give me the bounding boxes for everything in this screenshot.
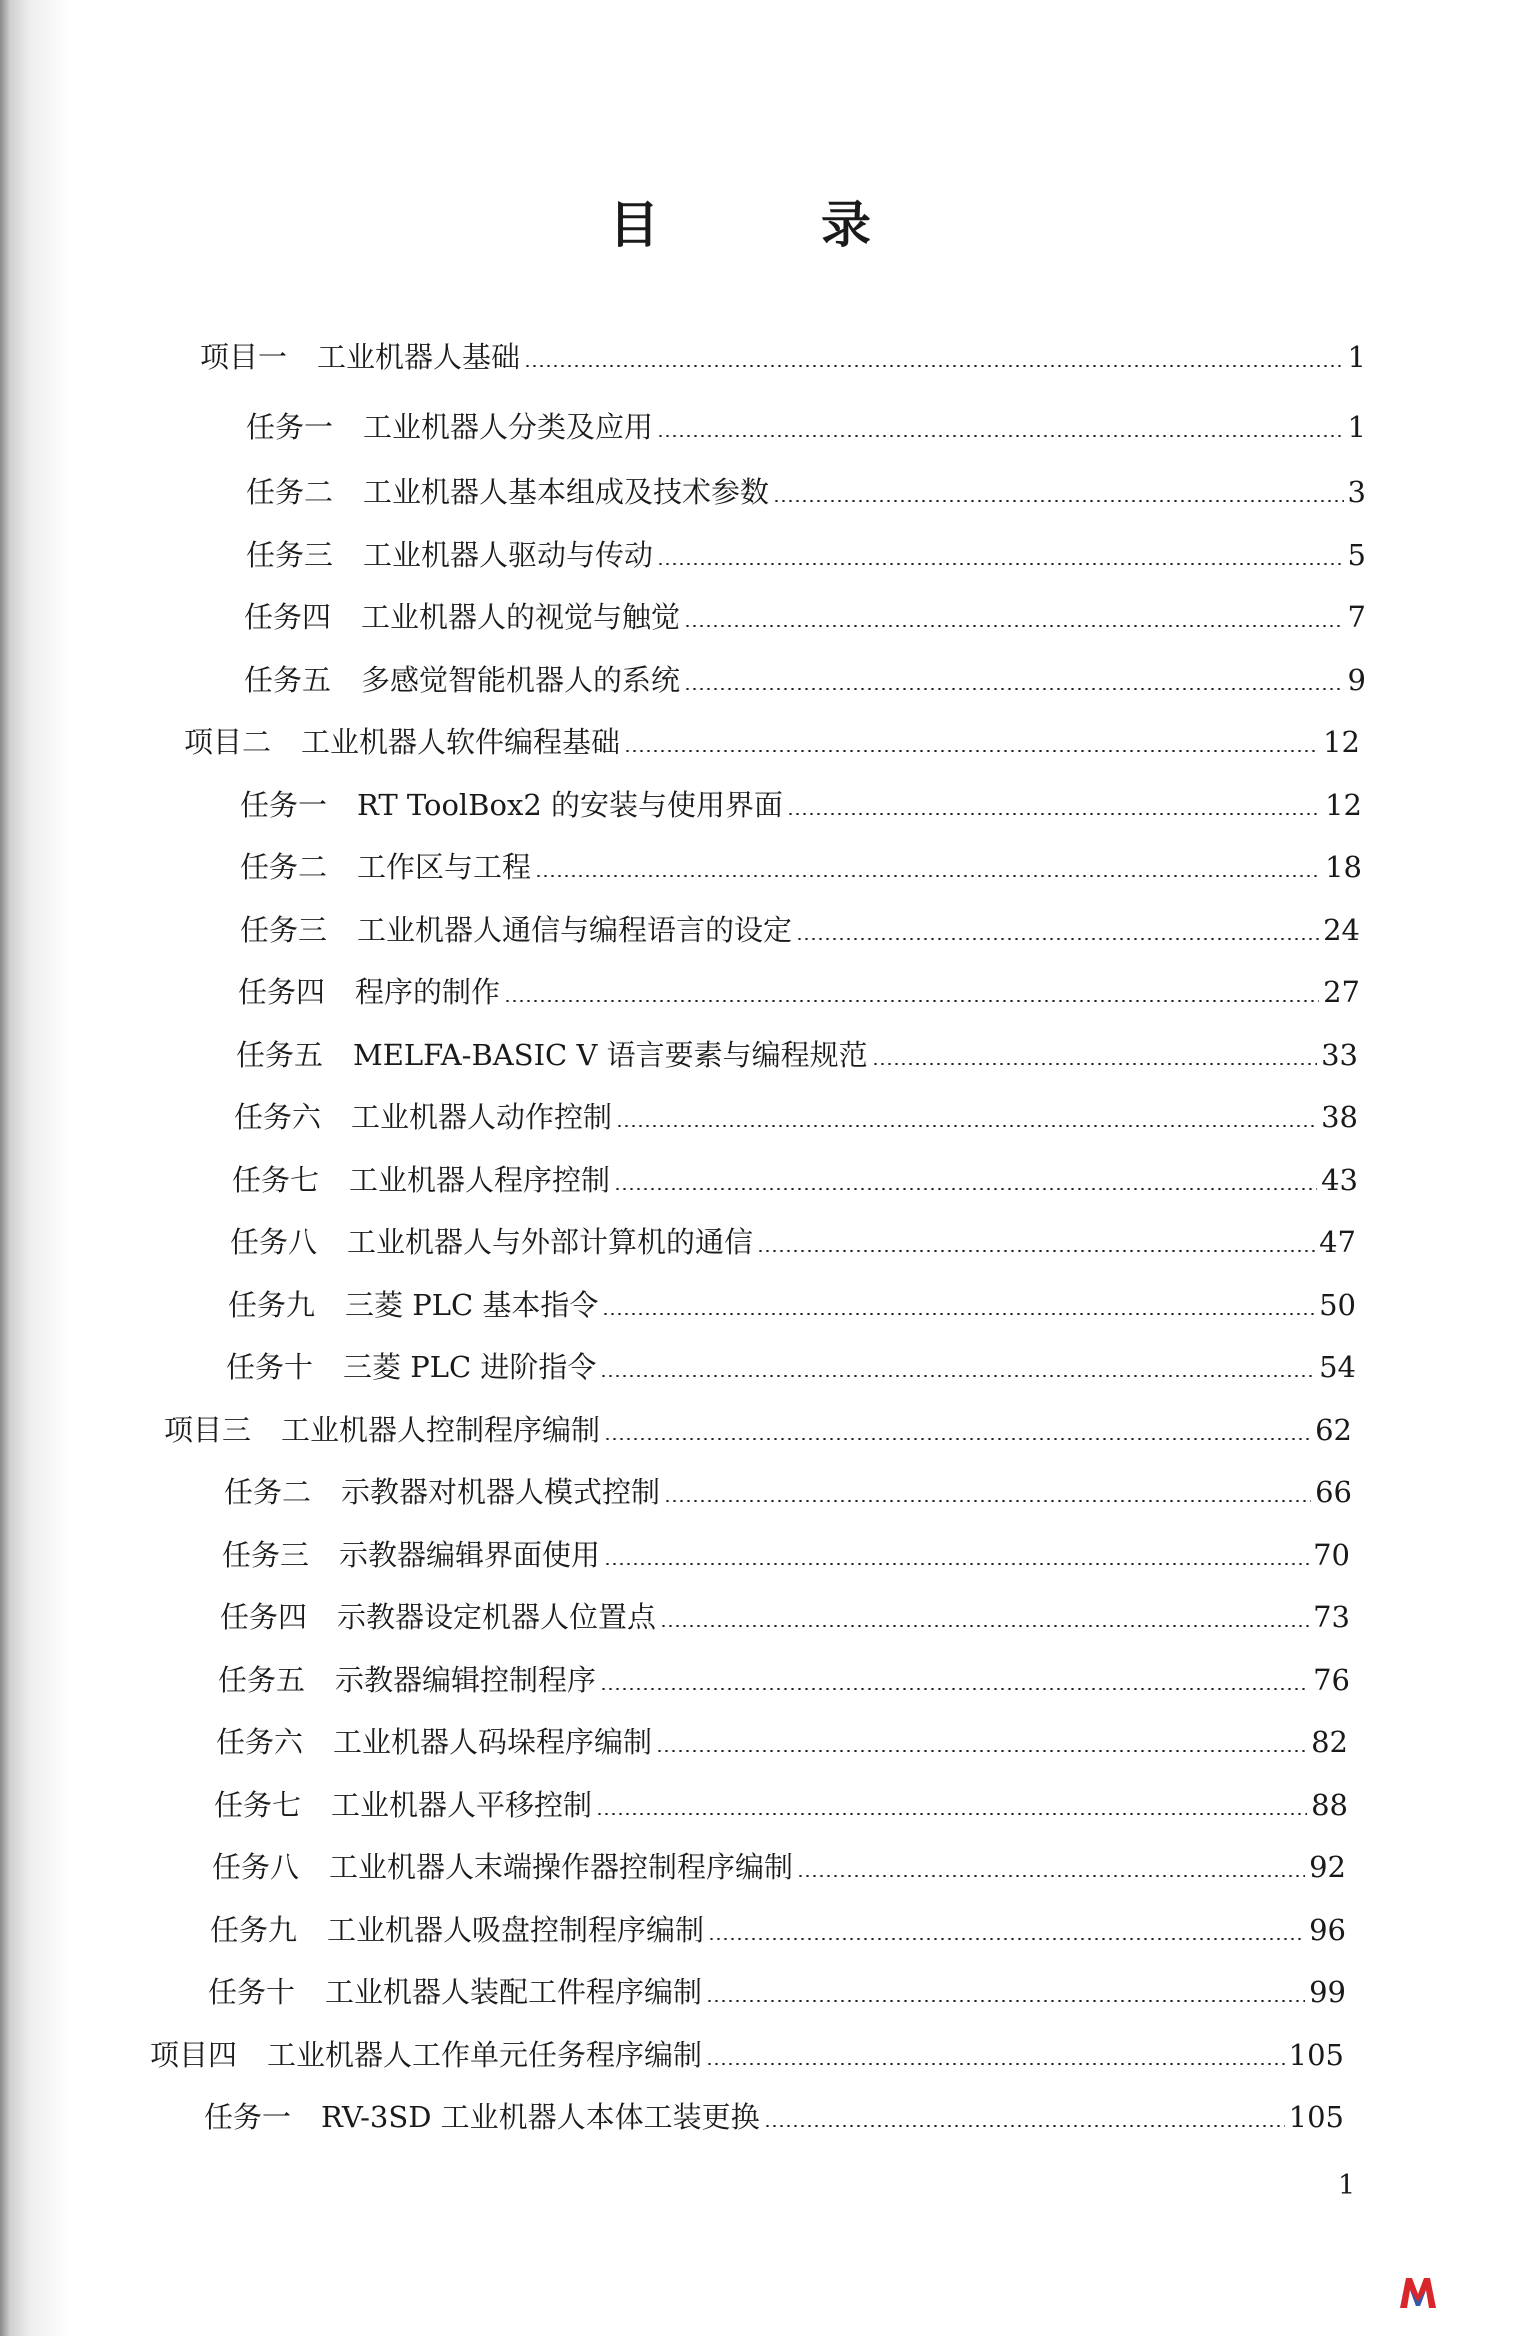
toc-entry-label: 任务四 [220,1600,308,1634]
toc-entry-label: 任务五 [244,663,332,697]
toc-entry-page: 38 [1321,1100,1358,1134]
toc-entry-page: 3 [1347,475,1366,509]
toc-dot-leader [602,1313,1315,1315]
toc-entry-label: 任务五 [218,1663,306,1697]
toc-entry-label: 任务八 [230,1225,318,1259]
toc-task-entry[interactable] [204,2097,1344,2137]
toc-entry-label: 任务七 [232,1163,320,1197]
toc-entry-page: 33 [1321,1038,1358,1072]
toc-task-entry[interactable] [232,1160,1358,1200]
toc-task-entry[interactable] [226,1347,1356,1387]
toc-entry-page: 50 [1319,1288,1356,1322]
toc-dot-leader [764,2125,1285,2127]
toc-entry-label: 项目四 [150,2038,238,2072]
toc-entry-title: 工业机器人码垛程序编制 [333,1725,653,1759]
toc-entry-title: 示教器对机器人模式控制 [341,1475,661,1509]
toc-task-entry[interactable] [238,972,1360,1012]
toc-entry-label: 任务二 [224,1475,312,1509]
toc-entry-label: 项目二 [184,725,272,759]
toc-dot-leader [596,1813,1307,1815]
toc-project-entry[interactable] [150,2035,1344,2075]
toc-entry-page: 96 [1309,1913,1346,1947]
toc-entry-label: 任务五 [236,1038,324,1072]
toc-entry-title: 工业机器人基本组成及技术参数 [363,475,770,509]
toc-task-entry[interactable] [234,1097,1358,1137]
toc-entry-page: 105 [1288,2038,1344,2072]
toc-dot-leader [796,938,1319,940]
toc-entry-page: 92 [1309,1850,1346,1884]
toc-entry-page: 54 [1319,1350,1356,1384]
toc-entry-page: 73 [1313,1600,1350,1634]
toc-project-entry[interactable] [164,1410,1352,1450]
toc-entry-title: 工业机器人与外部计算机的通信 [347,1225,754,1259]
toc-entry-page: 5 [1347,538,1366,572]
toc-entry-title: MELFA-BASIC V 语言要素与编程规范 [353,1038,868,1072]
toc-entry-title: 工业机器人平移控制 [331,1788,593,1822]
toc-task-entry[interactable] [216,1722,1348,1762]
toc-task-entry[interactable] [222,1535,1350,1575]
toc-entry-title: 工业机器人程序控制 [349,1163,611,1197]
toc-task-entry[interactable] [218,1660,1350,1700]
toc-entry-page: 105 [1288,2100,1344,2134]
toc-dot-leader [600,1688,1309,1690]
toc-dot-leader [535,875,1321,877]
toc-dot-leader [600,1375,1315,1377]
toc-project-entry[interactable] [184,722,1360,762]
toc-entry-page: 1 [1347,410,1366,444]
toc-entry-title: 示教器设定机器人位置点 [337,1600,657,1634]
toc-dot-leader [604,1438,1311,1440]
toc-task-entry[interactable] [246,407,1366,447]
toc-entry-label: 任务六 [234,1100,322,1134]
toc-entry-title: 程序的制作 [355,975,501,1009]
toc-entry-label: 任务一 [246,410,334,444]
toc-entry-title: 工业机器人工作单元任务程序编制 [267,2038,703,2072]
toc-dot-leader [657,563,1344,565]
toc-entry-label: 任务三 [246,538,334,572]
toc-entry-label: 任务九 [228,1288,316,1322]
toc-entry-title: 工作区与工程 [357,850,532,884]
toc-entry-page: 70 [1313,1538,1350,1572]
toc-task-entry[interactable] [208,1972,1346,2012]
toc-dot-leader [624,750,1319,752]
toc-dot-leader [684,688,1344,690]
toc-entry-label: 任务十 [208,1975,296,2009]
toc-dot-leader [524,365,1344,367]
toc-task-entry[interactable] [244,660,1366,700]
toc-entry-page: 47 [1319,1225,1356,1259]
toc-dot-leader [614,1188,1317,1190]
toc-dot-leader [773,500,1344,502]
toc-task-entry[interactable] [210,1910,1346,1950]
toc-task-entry[interactable] [244,597,1366,637]
toc-dot-leader [664,1500,1311,1502]
toc-entry-title: 工业机器人软件编程基础 [301,725,621,759]
toc-entry-page: 7 [1347,600,1366,634]
toc-entry-title: 工业机器人装配工件程序编制 [325,1975,703,2009]
toc-entry-label: 项目一 [200,340,288,374]
toc-task-entry[interactable] [230,1222,1356,1262]
toc-entry-title: 多感觉智能机器人的系统 [361,663,681,697]
toc-task-entry[interactable] [240,910,1360,950]
toc-dot-leader [757,1250,1315,1252]
toc-task-entry[interactable] [246,472,1366,512]
toc-task-entry[interactable] [224,1472,1352,1512]
toc-dot-leader [708,1938,1305,1940]
toc-entry-label: 任务四 [244,600,332,634]
toc-entry-label: 任务一 [204,2100,292,2134]
toc-entry-label: 任务二 [246,475,334,509]
toc-dot-leader [660,1625,1309,1627]
toc-entry-title: 工业机器人通信与编程语言的设定 [357,913,793,947]
toc-entry-label: 任务二 [240,850,328,884]
toc-entry-label: 任务九 [210,1913,298,1947]
toc-entry-page: 43 [1321,1163,1358,1197]
toc-dot-leader [684,625,1344,627]
page-number: 1 [1338,2170,1356,2201]
toc-entry-title: 工业机器人基础 [317,340,521,374]
toc-entry-label: 任务三 [222,1538,310,1572]
toc-entry-page: 27 [1323,975,1360,1009]
toc-dot-leader [604,1563,1309,1565]
toc-entry-title: 三菱 PLC 进阶指令 [343,1350,597,1384]
toc-task-entry[interactable] [246,535,1366,575]
toc-entry-title: RT ToolBox2 的安装与使用界面 [357,788,783,822]
toc-entry-title: 工业机器人控制程序编制 [281,1413,601,1447]
toc-entry-label: 任务七 [214,1788,302,1822]
toc-entry-page: 82 [1311,1725,1348,1759]
toc-entry-page: 99 [1309,1975,1346,2009]
toc-entry-title: 示教器编辑界面使用 [339,1538,601,1572]
toc-entry-title: 工业机器人吸盘控制程序编制 [327,1913,705,1947]
toc-entry-title: 工业机器人动作控制 [351,1100,613,1134]
toc-dot-leader [504,1000,1319,1002]
toc-entry-page: 1 [1347,340,1366,374]
toc-entry-page: 18 [1325,850,1362,884]
toc-task-entry[interactable] [240,847,1362,887]
toc-entry-title: 工业机器人分类及应用 [363,410,654,444]
toc-task-entry[interactable] [228,1285,1356,1325]
toc-entry-title: 工业机器人驱动与传动 [363,538,654,572]
toc-dot-leader [787,813,1321,815]
toc-dot-leader [706,2063,1285,2065]
toc-task-entry[interactable] [214,1785,1348,1825]
toc-task-entry[interactable] [212,1847,1346,1887]
toc-entry-page: 12 [1323,725,1360,759]
toc-entry-title: 三菱 PLC 基本指令 [345,1288,599,1322]
toc-entry-page: 12 [1325,788,1362,822]
toc-dot-leader [616,1125,1317,1127]
page-title: 目 录 [609,196,927,254]
toc-entry-label: 任务一 [240,788,328,822]
toc-dot-leader [657,435,1344,437]
toc-entry-page: 88 [1311,1788,1348,1822]
toc-entry-page: 9 [1347,663,1366,697]
toc-entry-title: RV-3SD 工业机器人本体工装更换 [321,2100,760,2134]
toc-entry-label: 任务六 [216,1725,304,1759]
toc-entry-label: 任务四 [238,975,326,1009]
toc-project-entry[interactable] [200,337,1366,377]
toc-entry-title: 示教器编辑控制程序 [335,1663,597,1697]
toc-entry-label: 任务三 [240,913,328,947]
toc-entry-label: 项目三 [164,1413,252,1447]
toc-entry-page: 24 [1323,913,1360,947]
toc-entry-label: 任务八 [212,1850,300,1884]
toc-dot-leader [706,2000,1305,2002]
toc-entry-page: 76 [1313,1663,1350,1697]
toc-entry-page: 62 [1315,1413,1352,1447]
toc-dot-leader [872,1063,1317,1065]
toc-entry-title: 工业机器人末端操作器控制程序编制 [329,1850,794,1884]
toc-dot-leader [656,1750,1307,1752]
toc-entry-title: 工业机器人的视觉与触觉 [361,600,681,634]
toc-entry-label: 任务十 [226,1350,314,1384]
toc-entry-page: 66 [1315,1475,1352,1509]
toc-task-entry[interactable] [236,1035,1358,1075]
toc-dot-leader [797,1875,1305,1877]
toc-task-entry[interactable] [240,785,1362,825]
toc-task-entry[interactable] [220,1597,1350,1637]
publisher-logo-icon [1398,2274,1438,2310]
